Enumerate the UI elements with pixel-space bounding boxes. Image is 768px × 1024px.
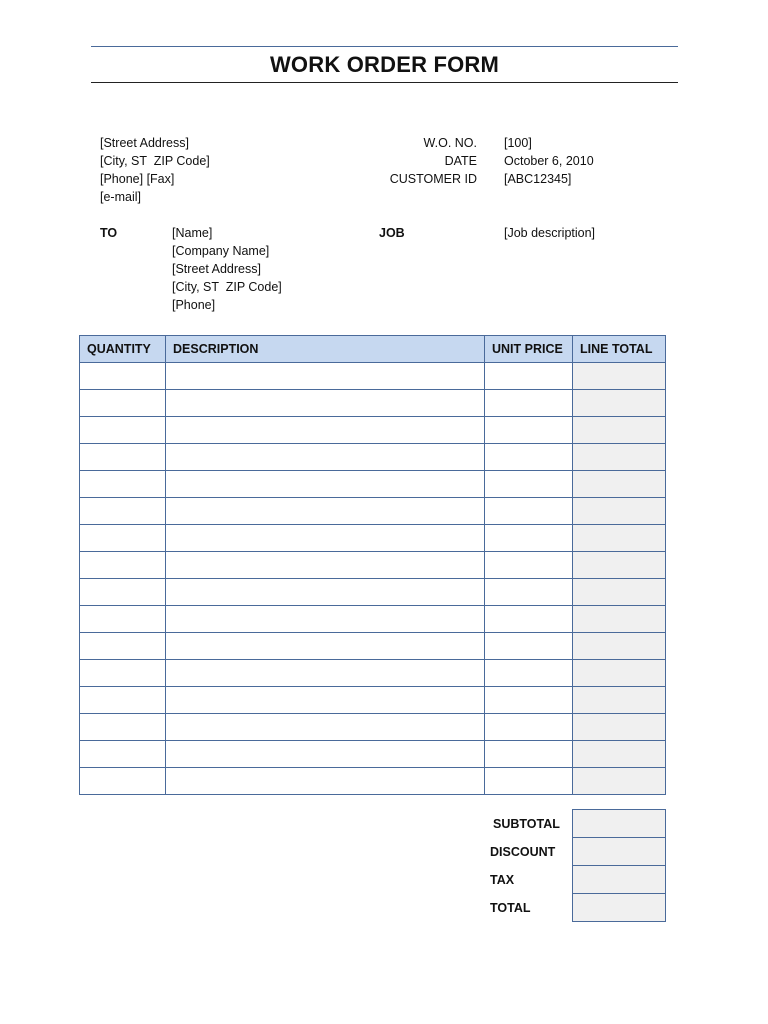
line-total-cell[interactable] xyxy=(573,525,666,552)
quantity-cell[interactable] xyxy=(80,525,166,552)
total-label: TOTAL xyxy=(490,900,531,915)
quantity-cell[interactable] xyxy=(80,768,166,795)
unit-price-cell[interactable] xyxy=(485,687,573,714)
quantity-cell[interactable] xyxy=(80,471,166,498)
line-total-cell[interactable] xyxy=(573,714,666,741)
quantity-cell[interactable] xyxy=(80,417,166,444)
total-cell[interactable] xyxy=(572,894,665,922)
description-cell[interactable] xyxy=(166,606,485,633)
discount-row xyxy=(484,838,665,866)
line-total-cell[interactable] xyxy=(573,606,666,633)
table-row xyxy=(80,390,666,417)
sender-address-block xyxy=(100,134,210,206)
quantity-cell[interactable] xyxy=(80,633,166,660)
recipient-company[interactable]: [Company Name] xyxy=(172,244,270,258)
quantity-cell[interactable] xyxy=(80,552,166,579)
date-value[interactable]: October 6, 2010 xyxy=(504,154,594,168)
description-cell[interactable] xyxy=(166,768,485,795)
form-title: WORK ORDER FORM xyxy=(269,52,500,77)
wo-number-label: W.O. NO. xyxy=(423,136,477,150)
totals-table xyxy=(484,809,666,922)
line-total-cell[interactable] xyxy=(573,633,666,660)
unit-price-cell[interactable] xyxy=(485,660,573,687)
table-row xyxy=(80,687,666,714)
line-total-cell[interactable] xyxy=(573,444,666,471)
line-items-body xyxy=(80,363,666,795)
line-total-cell[interactable] xyxy=(573,552,666,579)
line-total-cell[interactable] xyxy=(573,687,666,714)
order-meta-values xyxy=(504,134,594,188)
quantity-cell[interactable] xyxy=(80,498,166,525)
table-row xyxy=(80,444,666,471)
customer-id-label: CUSTOMER ID xyxy=(389,172,477,186)
description-cell[interactable] xyxy=(166,552,485,579)
description-cell[interactable] xyxy=(166,471,485,498)
discount-cell[interactable] xyxy=(572,838,665,866)
table-row xyxy=(80,525,666,552)
unit-price-cell[interactable] xyxy=(485,579,573,606)
wo-number-value[interactable]: [100] xyxy=(504,136,532,150)
table-header-row xyxy=(80,336,666,363)
description-cell[interactable] xyxy=(166,525,485,552)
quantity-cell[interactable] xyxy=(80,606,166,633)
title-rule-top xyxy=(91,46,678,47)
unit-price-cell[interactable] xyxy=(485,633,573,660)
order-meta-labels xyxy=(320,134,477,188)
description-cell[interactable] xyxy=(166,714,485,741)
table-row xyxy=(80,741,666,768)
line-total-cell[interactable] xyxy=(573,741,666,768)
line-total-cell[interactable] xyxy=(573,660,666,687)
recipient-block xyxy=(172,224,282,314)
unit-price-cell[interactable] xyxy=(485,768,573,795)
unit-price-cell[interactable] xyxy=(485,417,573,444)
to-label: TO xyxy=(100,226,118,240)
unit-price-cell[interactable] xyxy=(485,741,573,768)
recipient-street[interactable]: [Street Address] xyxy=(172,262,261,276)
recipient-phone[interactable]: [Phone] xyxy=(172,298,216,312)
description-cell[interactable] xyxy=(166,390,485,417)
line-total-cell[interactable] xyxy=(573,498,666,525)
customer-id-value[interactable]: [ABC12345] xyxy=(504,172,572,186)
table-row xyxy=(80,498,666,525)
table-row xyxy=(80,579,666,606)
description-cell[interactable] xyxy=(166,417,485,444)
description-cell[interactable] xyxy=(166,498,485,525)
subtotal-cell[interactable] xyxy=(572,810,665,838)
line-total-cell[interactable] xyxy=(573,390,666,417)
unit-price-cell[interactable] xyxy=(485,471,573,498)
line-total-header: LINE TOTAL xyxy=(573,336,666,363)
line-total-cell[interactable] xyxy=(573,417,666,444)
description-cell[interactable] xyxy=(166,687,485,714)
unit-price-cell[interactable] xyxy=(485,606,573,633)
title-rule-bottom xyxy=(91,82,678,83)
line-total-cell[interactable] xyxy=(573,768,666,795)
tax-cell[interactable] xyxy=(572,866,665,894)
unit-price-header: UNIT PRICE xyxy=(485,336,573,363)
description-cell[interactable] xyxy=(166,660,485,687)
subtotal-label: SUBTOTAL xyxy=(493,816,560,831)
description-cell[interactable] xyxy=(166,633,485,660)
unit-price-cell[interactable] xyxy=(485,498,573,525)
table-row xyxy=(80,714,666,741)
tax-row xyxy=(484,866,665,894)
description-cell[interactable] xyxy=(166,363,485,390)
total-row xyxy=(484,894,665,922)
line-items-table xyxy=(79,335,666,795)
line-total-cell[interactable] xyxy=(573,471,666,498)
date-label: DATE xyxy=(444,154,477,168)
sender-street: [Street Address] xyxy=(100,136,189,150)
sender-city: [City, ST ZIP Code] xyxy=(100,154,210,168)
subtotal-row xyxy=(484,810,665,838)
discount-label: DISCOUNT xyxy=(490,844,556,859)
table-row xyxy=(80,417,666,444)
recipient-name[interactable]: [Name] xyxy=(172,226,213,240)
quantity-header: QUANTITY xyxy=(80,336,166,363)
unit-price-cell[interactable] xyxy=(485,552,573,579)
table-row xyxy=(80,363,666,390)
quantity-cell[interactable] xyxy=(80,714,166,741)
quantity-cell[interactable] xyxy=(80,579,166,606)
description-cell[interactable] xyxy=(166,741,485,768)
line-total-cell[interactable] xyxy=(573,363,666,390)
unit-price-cell[interactable] xyxy=(485,525,573,552)
quantity-cell[interactable] xyxy=(80,687,166,714)
quantity-cell[interactable] xyxy=(80,444,166,471)
quantity-cell[interactable] xyxy=(80,660,166,687)
description-cell[interactable] xyxy=(166,444,485,471)
table-row xyxy=(80,471,666,498)
description-cell[interactable] xyxy=(166,579,485,606)
table-row xyxy=(80,606,666,633)
tax-label: TAX xyxy=(490,872,515,887)
job-description[interactable]: [Job description] xyxy=(504,226,596,240)
recipient-city[interactable]: [City, ST ZIP Code] xyxy=(172,280,282,294)
quantity-cell[interactable] xyxy=(80,741,166,768)
unit-price-cell[interactable] xyxy=(485,363,573,390)
quantity-cell[interactable] xyxy=(80,363,166,390)
table-row xyxy=(80,768,666,795)
unit-price-cell[interactable] xyxy=(485,714,573,741)
description-header: DESCRIPTION xyxy=(166,336,485,363)
table-row xyxy=(80,552,666,579)
unit-price-cell[interactable] xyxy=(485,390,573,417)
table-row xyxy=(80,633,666,660)
unit-price-cell[interactable] xyxy=(485,444,573,471)
sender-phone-fax: [Phone] [Fax] xyxy=(100,172,175,186)
sender-email: [e-mail] xyxy=(100,190,141,204)
table-row xyxy=(80,660,666,687)
quantity-cell[interactable] xyxy=(80,390,166,417)
line-total-cell[interactable] xyxy=(573,579,666,606)
job-label: JOB xyxy=(379,226,405,240)
